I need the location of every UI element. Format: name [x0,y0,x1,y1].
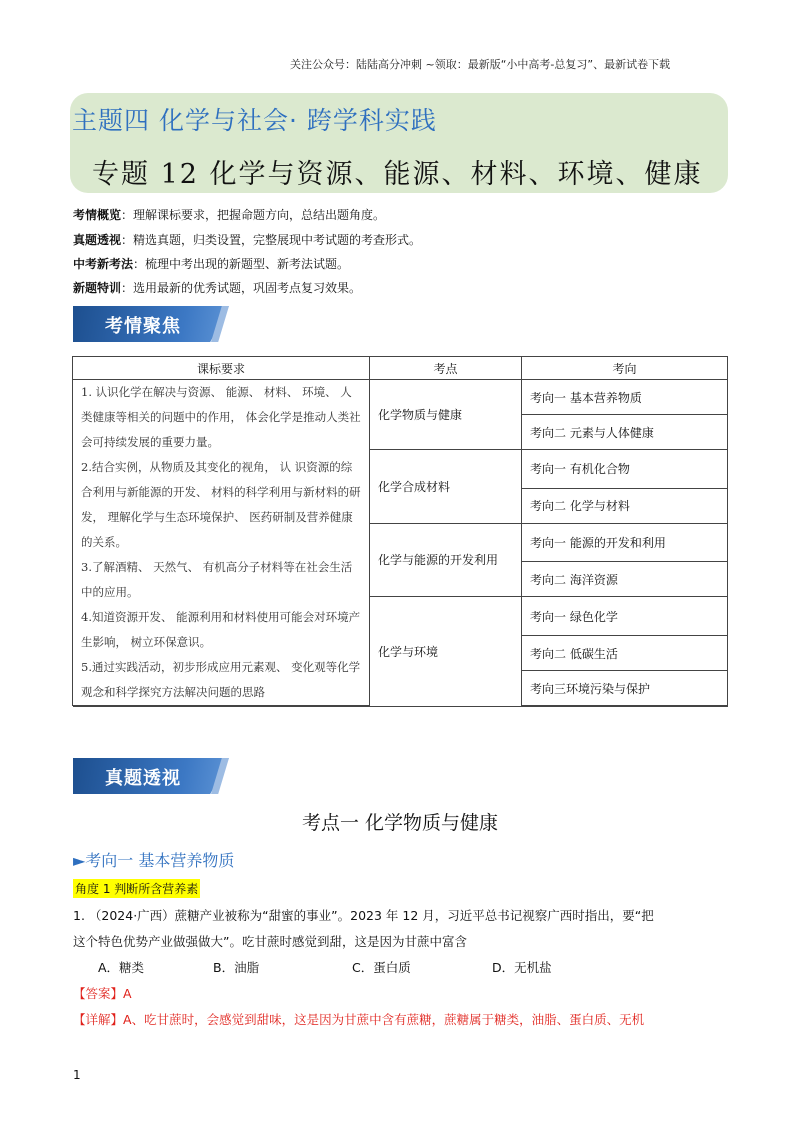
direction-cell: 考向一 绿色化学 [522,597,728,636]
option-a: A．糖类 [98,960,145,975]
explain-text: A、吃甘蔗时，会感觉到甜味，这是因为甘蔗中含有蔗糖，蔗糖属于糖类，油脂、蛋白质、无机 [123,1012,645,1027]
requirements-cell [73,380,370,706]
explain-label: 【详解】 [73,1012,124,1027]
intro-label: 考情概览 [73,208,122,222]
direction-cell: 考向一 能源的开发和利用 [522,523,728,562]
requirement-item: 2.结合实例，从物质及其变化的视角， 认 识资源的综合利用与新能源的开发、 材料的科学利用与新材料的研发， 理解化学与生态环境保护、 医药研制及营养健康的关系。 [81,460,361,549]
intro-text: ：选用最新的优秀试题，巩固考点复习效果。 [121,281,362,295]
exam-point-title: 考点一 化学物质与健康 [301,812,499,834]
table-row [73,380,728,415]
option-c: C．蛋白质 [352,960,411,975]
section-tag-review [73,758,229,794]
direction-cell: 考向一 有机化合物 [522,450,728,489]
theme-title: 主题四 化学与社会· 跨学科实践 [72,106,437,135]
column-header: 考点 [370,357,522,380]
section-tag-focus [73,306,229,342]
intro-label: 中考新考法 [73,257,134,271]
intro-label: 真题透视 [73,233,122,247]
exam-overview-table [72,356,728,707]
intro-line [73,255,349,272]
question-line: 这个特色优势产业做强做大”。吃甘蔗时感觉到甜，这是因为甘蔗中富含 [73,934,467,949]
intro-text: ：梳理中考出现的新题型、新考法试题。 [133,257,350,271]
answer-value: A [123,986,132,1001]
intro-label: 新题特训 [73,281,122,295]
angle-label: 角度 1 判断所含营养素 [73,879,200,898]
intro-text: ：理解课标要求，把握命题方向，总结出题角度。 [121,208,386,222]
table-header-row [73,357,728,380]
explain-line [73,1010,644,1028]
intro-text: ：精选真题，归类设置，完整展现中考试题的考查形式。 [121,233,422,247]
tag-label: 真题透视 [105,768,181,789]
intro-line [73,231,421,248]
page-number: 1 [73,1068,81,1082]
point-cell: 化学合成材料 [370,450,522,524]
direction-cell: 考向二 元素与人体健康 [522,415,728,450]
direction-cell: 考向二 海洋资源 [522,562,728,597]
point-cell: 化学与能源的开发利用 [370,523,522,597]
question-line: 1. （2024·广西）蔗糖产业被称为“甜蜜的事业”。2023 年 12 月，习近平总书记视察广西时指出，要“把 [73,908,654,923]
option-b: B．油脂 [213,960,260,975]
point-cell: 化学物质与健康 [370,380,522,450]
direction-cell: 考向一 基本营养物质 [522,380,728,415]
requirement-item: 4.知道资源开发、 能源利用和材料使用可能会对环境产生影响， 树立环保意识。 [81,610,361,649]
requirement-item: 3.了解酒精、 天然气、 有机高分子材料等在社会生活中的应用。 [81,560,353,599]
column-header: 考向 [522,357,728,380]
requirement-item: 1. 认识化学在解决与资源、 能源、 材料、 环境、 人类健康等相关的问题中的作用， 体会化学是推动人类社会可持续发展的重要力量。 [81,385,361,449]
point-cell: 化学与环境 [370,597,522,707]
tag-label: 考情聚焦 [105,316,181,337]
header-note: 关注公众号：陆陆高分冲刺 ~领取：最新版“小中高考-总复习”、最新试卷下载 [290,58,671,71]
answer-line [73,984,132,1002]
direction-title: ►考向一 基本营养物质 [73,851,235,870]
direction-cell: 考向三环境污染与保护 [522,671,728,706]
requirement-item: 5.通过实践活动，初步形成应用元素观、 变化观等化学观念和科学探究方法解决问题的思路 [81,660,361,699]
option-d: D．无机盐 [492,960,552,975]
column-header: 课标要求 [73,357,370,380]
topic-title: 专题 12 化学与资源、能源、材料、环境、健康 [92,159,703,190]
direction-cell: 考向二 低碳生活 [522,636,728,671]
direction-cell: 考向二 化学与材料 [522,488,728,523]
intro-line [73,279,361,296]
intro-line [73,206,385,223]
answer-label: 【答案】 [73,986,124,1001]
